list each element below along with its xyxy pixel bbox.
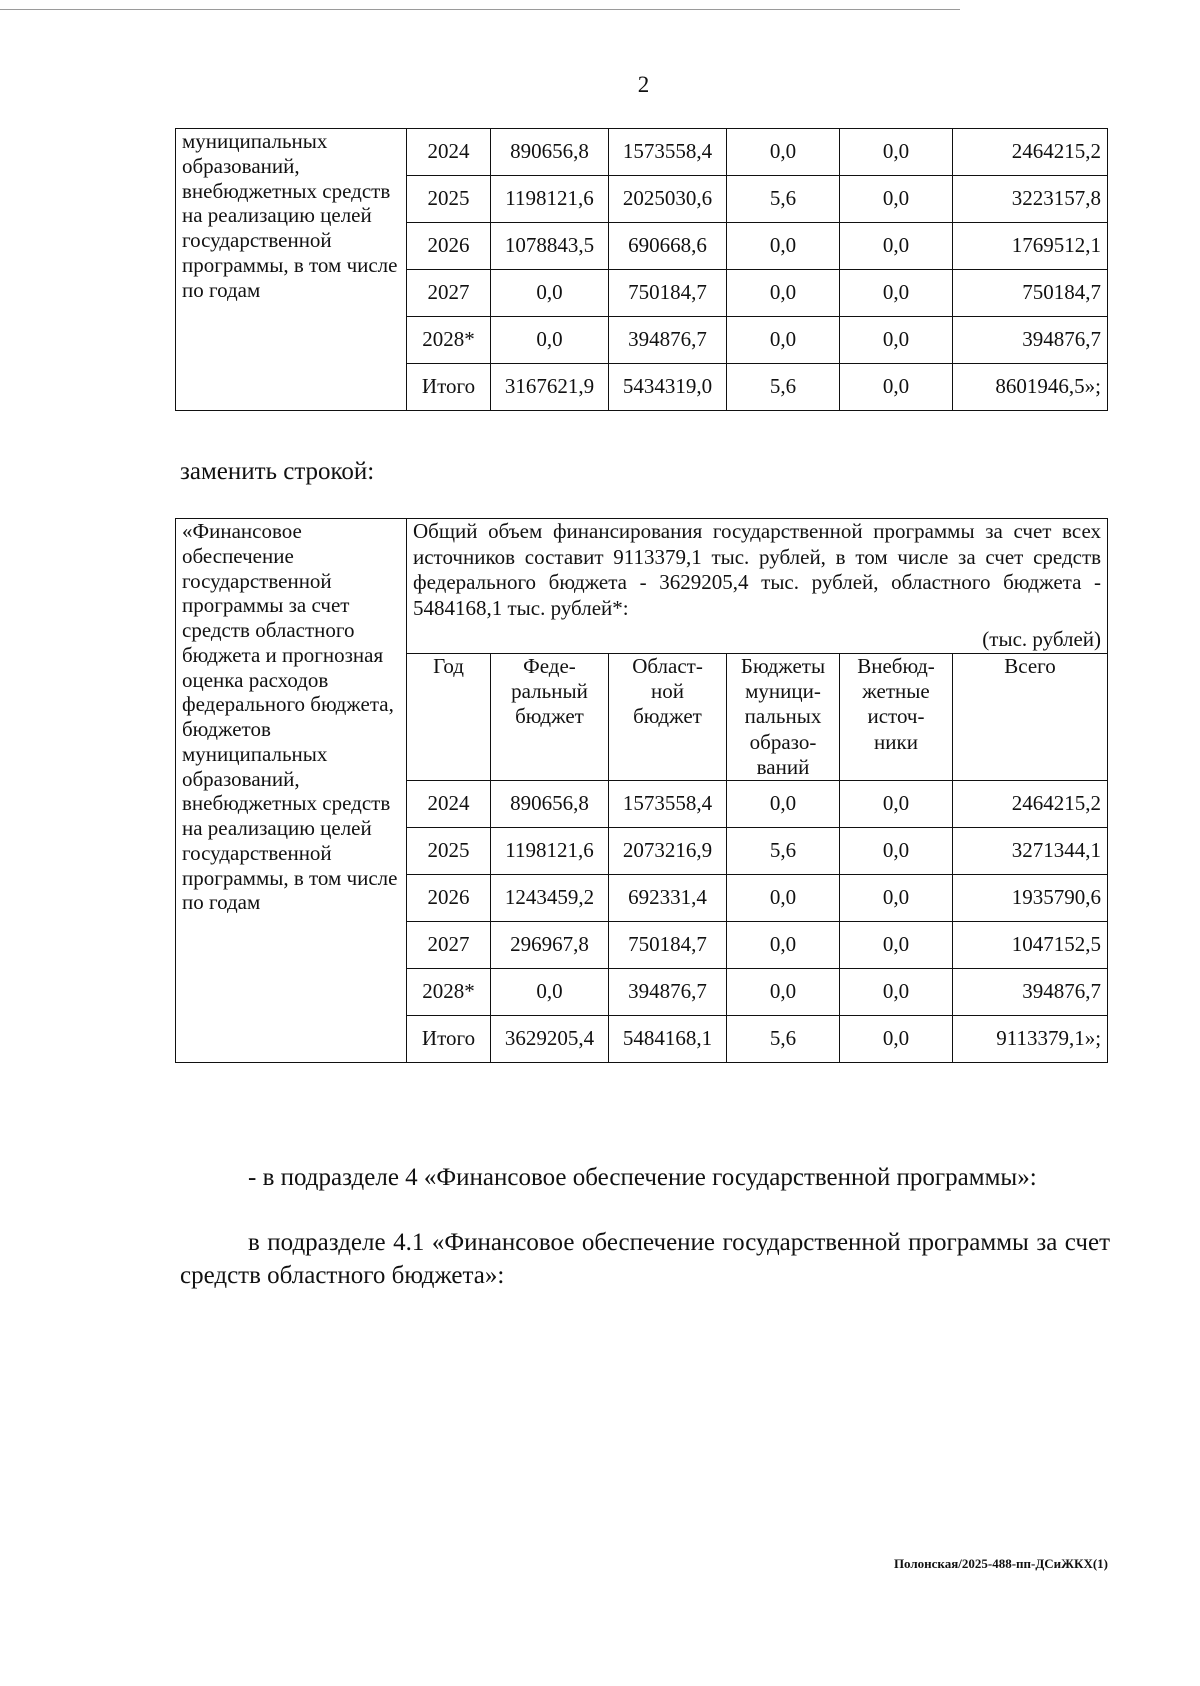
cell-total: 3271344,1: [953, 827, 1108, 874]
table1-description: муниципальных образований, внебюджетных средств на реализацию целей государственной программы, в том числе по годам: [176, 129, 407, 411]
funding-summary: Общий объем финансирования государственной программы за счет всех источников составит 9113379,1 тыс. рублей, в том числе за счет средств федерального бюджета - 3629205,4 тыс. рублей, областного бюджета - 5484168,1 тыс. рублей*:: [413, 519, 1102, 620]
cell-year: 2025: [407, 827, 491, 874]
table2-description: «Финансовое обеспечение государственной программы за счет средств областного бюджета и прогнозная оценка расходов федерального бюджета, бюджетов муниципальных образований, внебюджетных средств на реализацию целей государственной программы, в том числе по годам: [176, 519, 407, 1063]
cell-federal: 0,0: [491, 317, 609, 364]
cell-total: 8601946,5»;: [953, 364, 1108, 411]
cell-total: 1047152,5: [953, 921, 1108, 968]
cell-federal: 1198121,6: [491, 827, 609, 874]
cell-year: 2027: [407, 270, 491, 317]
cell-regional: 750184,7: [609, 921, 727, 968]
cell-regional: 2073216,9: [609, 827, 727, 874]
cell-federal: 890656,8: [491, 780, 609, 827]
cell-regional: 750184,7: [609, 270, 727, 317]
cell-extrabudgetary: 0,0: [840, 921, 953, 968]
cell-extrabudgetary: 0,0: [840, 129, 953, 176]
cell-total: 1769512,1: [953, 223, 1108, 270]
header-federal: Феде- ральный бюджет: [491, 654, 609, 781]
cell-extrabudgetary: 0,0: [840, 827, 953, 874]
table-row: [176, 129, 1108, 176]
cell-total: 2464215,2: [953, 780, 1108, 827]
cell-municipal: 5,6: [727, 1015, 840, 1062]
cell-total: 9113379,1»;: [953, 1015, 1108, 1062]
header-total: Всего: [953, 654, 1108, 781]
header-extrabudgetary: Внебюд- жетные источ- ники: [840, 654, 953, 781]
cell-extrabudgetary: 0,0: [840, 874, 953, 921]
cell-municipal: 0,0: [727, 270, 840, 317]
cell-federal: 3167621,9: [491, 364, 609, 411]
document-code: Полонская/2025-488-пп-ДСиЖКХ(1): [893, 1556, 1108, 1571]
paragraph-subsection-4-1: в подразделе 4.1 «Финансовое обеспечение государственной программы за счет средств областного бюджета»:: [180, 1229, 1110, 1289]
cell-total: 3223157,8: [953, 176, 1108, 223]
cell-year: Итого: [407, 364, 491, 411]
cell-municipal: 5,6: [727, 364, 840, 411]
header-municipal: Бюджеты муници- пальных образо- ваний: [727, 654, 840, 781]
cell-municipal: 5,6: [727, 827, 840, 874]
cell-total: 394876,7: [953, 317, 1108, 364]
cell-federal: 1198121,6: [491, 176, 609, 223]
cell-municipal: 0,0: [727, 317, 840, 364]
cell-municipal: 5,6: [727, 176, 840, 223]
cell-year: Итого: [407, 1015, 491, 1062]
replace-label: заменить строкой:: [180, 458, 375, 485]
cell-regional: 5434319,0: [609, 364, 727, 411]
cell-regional: 1573558,4: [609, 129, 727, 176]
table2-summary-cell: [407, 519, 1108, 654]
cell-regional: 394876,7: [609, 968, 727, 1015]
header-year: Год: [407, 654, 491, 781]
cell-extrabudgetary: 0,0: [840, 176, 953, 223]
cell-municipal: 0,0: [727, 129, 840, 176]
cell-total: 2464215,2: [953, 129, 1108, 176]
cell-total: 750184,7: [953, 270, 1108, 317]
cell-year: 2024: [407, 129, 491, 176]
cell-federal: 296967,8: [491, 921, 609, 968]
cell-extrabudgetary: 0,0: [840, 1015, 953, 1062]
top-edge-line: [0, 9, 960, 10]
old-funding-table: [175, 128, 1108, 411]
cell-municipal: 0,0: [727, 921, 840, 968]
cell-total: 1935790,6: [953, 874, 1108, 921]
cell-regional: 692331,4: [609, 874, 727, 921]
cell-federal: 0,0: [491, 270, 609, 317]
cell-year: 2026: [407, 874, 491, 921]
cell-extrabudgetary: 0,0: [840, 780, 953, 827]
cell-year: 2027: [407, 921, 491, 968]
cell-municipal: 0,0: [727, 223, 840, 270]
cell-extrabudgetary: 0,0: [840, 364, 953, 411]
cell-regional: 394876,7: [609, 317, 727, 364]
cell-federal: 890656,8: [491, 129, 609, 176]
cell-year: 2028*: [407, 968, 491, 1015]
new-funding-table: [175, 518, 1108, 1063]
cell-federal: 1243459,2: [491, 874, 609, 921]
cell-extrabudgetary: 0,0: [840, 968, 953, 1015]
cell-extrabudgetary: 0,0: [840, 317, 953, 364]
unit-label: (тыс. рублей): [982, 627, 1102, 652]
cell-municipal: 0,0: [727, 968, 840, 1015]
cell-municipal: 0,0: [727, 874, 840, 921]
paragraph-subsection-4: - в подразделе 4 «Финансовое обеспечение государственной программы»:: [248, 1164, 1037, 1191]
cell-federal: 3629205,4: [491, 1015, 609, 1062]
cell-federal: 1078843,5: [491, 223, 609, 270]
cell-year: 2025: [407, 176, 491, 223]
cell-regional: 2025030,6: [609, 176, 727, 223]
cell-year: 2024: [407, 780, 491, 827]
cell-year: 2026: [407, 223, 491, 270]
cell-regional: 1573558,4: [609, 780, 727, 827]
cell-regional: 690668,6: [609, 223, 727, 270]
table-row-summary: [176, 519, 1108, 654]
cell-federal: 0,0: [491, 968, 609, 1015]
cell-municipal: 0,0: [727, 780, 840, 827]
page-number: 2: [637, 72, 650, 97]
header-regional: Област- ной бюджет: [609, 654, 727, 781]
cell-year: 2028*: [407, 317, 491, 364]
cell-extrabudgetary: 0,0: [840, 270, 953, 317]
cell-total: 394876,7: [953, 968, 1108, 1015]
cell-regional: 5484168,1: [609, 1015, 727, 1062]
cell-extrabudgetary: 0,0: [840, 223, 953, 270]
